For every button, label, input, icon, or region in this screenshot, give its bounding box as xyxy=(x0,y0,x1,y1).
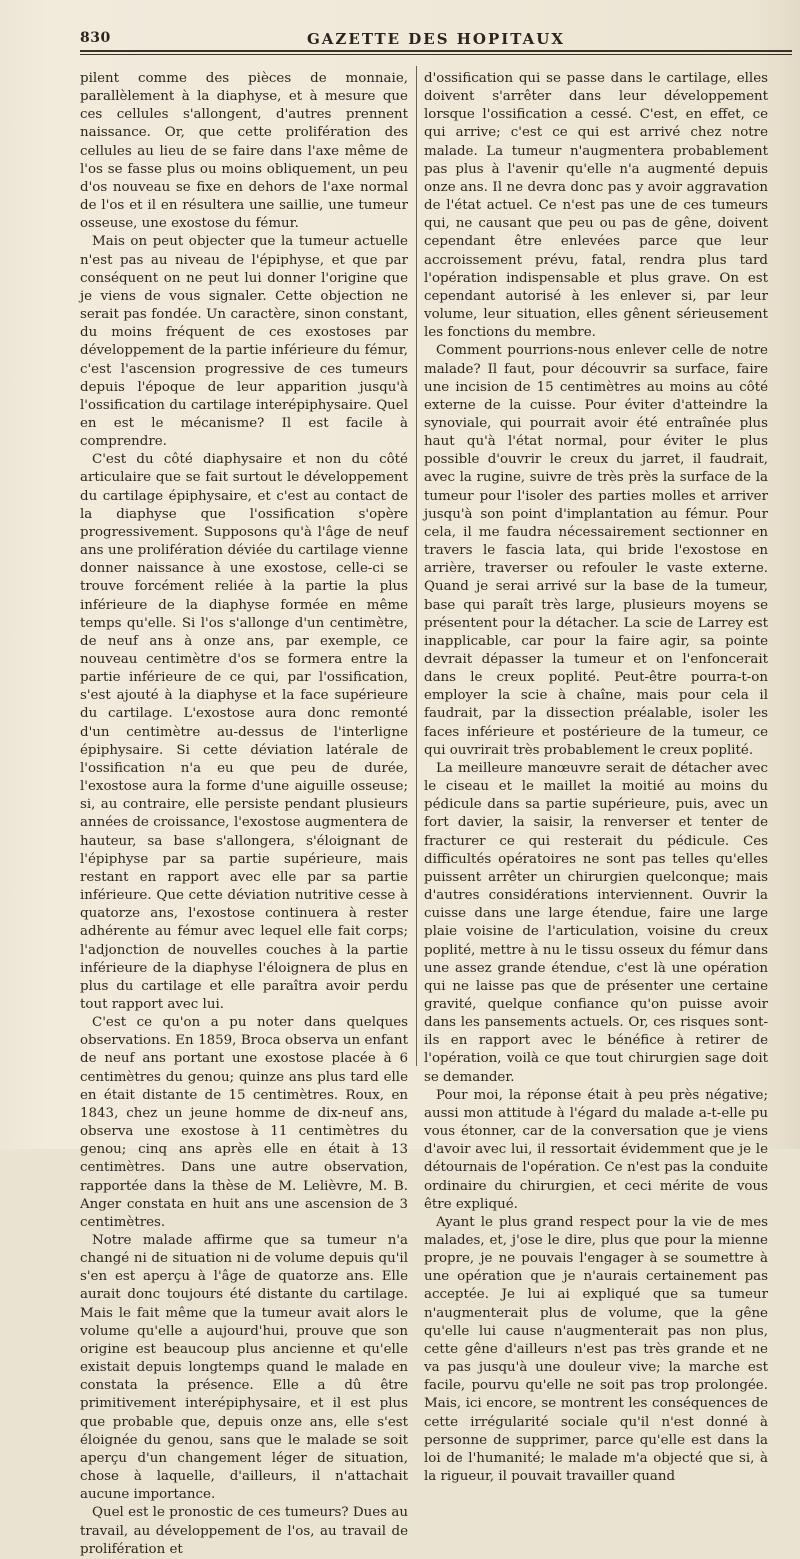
paragraph: pilent comme des pièces de monnaie, parallèlement à la diaphyse, et à mesure que ces cellules s'allongent, d'autres prennent naissance. Or, que cette prolifération des cellules au lieu de se faire dans l'axe même de l'os se fasse plus ou moins obliquement, un peu d'os nouveau se fixe en dehors de l'axe normal de l'os et il en résultera une saillie, une tumeur osseuse, une exostose du fémur. xyxy=(80,71,408,232)
paragraph: Mais on peut objecter que la tumeur actuelle n'est pas au niveau de l'épiphyse, et que par conséquent on ne peut lui donner l'origine que je viens de vous signaler. Cette objection ne serait pas fondée. Un caractère, sinon constant, du moins fréquent de ces exostoses par développement de la partie inférieure du fémur, c'est l'ascension progressive de ces tumeurs depuis l'époque de leur apparition jusqu'à l'ossification du cartilage interépiphysaire. Quel en est le mécanisme? Il est facile à comprendre. xyxy=(80,234,408,450)
paragraph: La meilleure manœuvre serait de détacher avec le ciseau et le maillet la moitié au moins du pédicule dans sa partie supérieure, puis, avec un fort davier, la saisir, la renverser et tenter de fracturer ce qui resterait du pédicule. Ces difficultés opératoires ne sont pas telles qu'elles puissent arrêter un chirurgien quelconque; mais d'autres considérations interviennent. Ouvrir la cuisse dans une large étendue, faire une large plaie voisine de l'articulation, voisine du creux poplité, mettre à nu le tissu osseux du fémur dans une assez grande étendue, c'est là une opération qui ne laisse pas que de présenter une certaine gravité, quelque confiance qu'on puisse avoir dans les pansements actuels. Or, ces risques sont-ils en rapport avec le bénéfice à retirer de l'opération, voilà ce que tout chirurgien sage doit se demander. xyxy=(424,760,768,1085)
paragraph: Comment pourrions-nous enlever celle de notre malade? Il faut, pour découvrir sa surface, faire une incision de 15 centimètres au moins au côté externe de la cuisse. Pour éviter d'atteindre la synoviale, qui pourrait avoir été entraînée plus haut qu'à l'état normal, pour éviter le plus possible d'ouvrir le creux du jarret, il faudrait, avec la rugine, suivre de très près la surface de la tumeur pour l'isoler des parties molles et arriver jusqu'à son point d'implantation au fémur. Pour cela, il me faudra nécessairement sectionner en travers le fascia lata, qui bride l'exostose en arrière, traverser ou refouler le vaste externe. Quand je serai arrivé sur la base de la tumeur, base qui paraît très large, plusieurs moyens se présentent pour la détacher. La scie de Larrey est inapplicable, car pour la faire agir, sa pointe devrait dépasser la tumeur et on l'enfoncerait dans le creux poplité. Peut-être pourra-t-on employer la scie à chaîne, mais pour cela il faudrait, par la dissection préalable, isoler les faces inférieure et postérieure de la tumeur, ce qui ouvrirait très probablement le creux poplité. xyxy=(424,343,768,758)
left-column xyxy=(80,70,408,1557)
page-number: 830 xyxy=(80,30,111,46)
header-rule xyxy=(80,50,792,52)
page-header xyxy=(80,28,792,52)
journal-title: GAZETTE DES HOPITAUX xyxy=(306,30,565,48)
paragraph: d'ossification qui se passe dans le cartilage, elles doivent s'arrêter dans leur développement lorsque l'ossification a cessé. C'est, en effet, ce qui arrive; c'est ce qui est arrivé chez notre malade. La tumeur n'augmentera probablement pas plus à l'avenir qu'elle n'a augmenté depuis onze ans. Il ne devra donc pas y avoir aggravation de l'état actuel. Ce n'est pas une de ces tumeurs qui, ne causant que peu ou pas de gêne, doivent cependant être enlevées parce que leur accroissement prévu, fatal, rendra plus tard l'opération indispensable et plus grave. On est cependant autorisé à les enlever si, par leur volume, leur situation, elles gênent sérieusement les fonctions du membre. xyxy=(424,71,768,341)
paragraph: Ayant le plus grand respect pour la vie de mes malades, et, j'ose le dire, plus que pour la mienne propre, je ne pouvais l'engager à se soumettre à une opération que je n'aurais certainement pas acceptée. Je lui ai expliqué que sa tumeur n'augmenterait plus de volume, que la gêne qu'elle lui cause n'augmenterait pas non plus, cette gêne d'ailleurs n'est pas très grande et ne va pas jusqu'à une douleur vive; la marche est facile, pourvu qu'elle ne soit pas trop prolongée. Mais, ici encore, se montrent les conséquences de cette irrégularité sociale qu'il n'est donné à personne de supprimer, parce qu'elle est dans la loi de l'humanité; le malade m'a objecté que si, à la rigueur, il pouvait travailler quand xyxy=(424,1214,768,1485)
paragraph: C'est du côté diaphysaire et non du côté articulaire que se fait surtout le développement du cartilage épiphysaire, et c'est au contact de la diaphyse que l'ossification s'opère progressivement. Supposons qu'à l'âge de neuf ans une prolifération déviée du cartilage vienne donner naissance à une exostose, celle-ci se trouve forcément reliée à la partie la plus inférieure de la diaphyse formée en même temps qu'elle. Si l'os s'allonge d'un centimètre, de neuf ans à onze ans, par exemple, ce nouveau centimètre d'os se formera entre la partie inférieure de ce qui, par l'ossification, s'est ajouté à la diaphyse et la face supérieure du cartilage. L'exostose aura donc remonté d'un centimètre au-dessus de l'interligne épiphysaire. Si cette déviation latérale de l'ossification n'a eu que peu de durée, l'exostose aura la forme d'une aiguille osseuse; si, au contraire, elle persiste pendant plusieurs années de croissance, l'exostose augmentera de hauteur, sa base s'allongera, s'éloignant de l'épiphyse par sa partie supérieure, mais restant en rapport avec elle par sa partie inférieure. Que cette déviation nutritive cesse à quatorze ans, l'exostose continuera à rester adhérente au fémur avec lequel elle fait corps; l'adjonction de nouvelles couches à la partie inférieure de la diaphyse l'éloignera de plus en plus du cartilage et elle paraîtra avoir perdu tout rapport avec lui. xyxy=(80,452,408,1012)
paragraph: Pour moi, la réponse était à peu près négative; aussi mon attitude à l'égard du malade a-t-elle pu vous étonner, car de la conversation que je viens d'avoir avec lui, il ressortait évidemment que je le détournais de l'opération. Ce n'est pas la conduite ordinaire du chirurgien, et ceci mérite de vous être expliqué. xyxy=(424,1087,768,1212)
header-rule-thin xyxy=(80,54,792,55)
column-divider xyxy=(416,66,417,1066)
paragraph: Notre malade affirme que sa tumeur n'a changé ni de situation ni de volume depuis qu'il s'en est aperçu à l'âge de quatorze ans. Elle aurait donc toujours été distante du cartilage. Mais le fait même que la tumeur avait alors le volume qu'elle a aujourd'hui, prouve que son origine est beaucoup plus ancienne et qu'elle existait depuis longtemps quand le malade en constata la présence. Elle a dû être primitivement interépiphysaire, et il est plus que probable que, depuis onze ans, elle s'est éloignée du genou, sans que le malade se soit aperçu d'un changement léger de situation, chose à laquelle, d'ailleurs, il n'attachait aucune importance. xyxy=(80,1233,408,1503)
right-column xyxy=(424,70,768,1485)
paragraph: C'est ce qu'on a pu noter dans quelques observations. En 1859, Broca observa un enfant de neuf ans portant une exostose placée à 6 centimètres du genou; quinze ans plus tard elle en était distante de 15 centimètres. Roux, en 1843, chez un jeune homme de dix-neuf ans, observa une exostose à 11 centimètres du genou; cinq ans après elle en était à 13 centimètres. Dans une autre observation, rapportée dans la thèse de M. Lelièvre, M. B. Anger constata en huit ans une ascension de 3 centimètres. xyxy=(80,1015,408,1230)
paragraph: Quel est le pronostic de ces tumeurs? Dues au travail, au développement de l'os, au travail de prolifération et xyxy=(80,1505,408,1557)
